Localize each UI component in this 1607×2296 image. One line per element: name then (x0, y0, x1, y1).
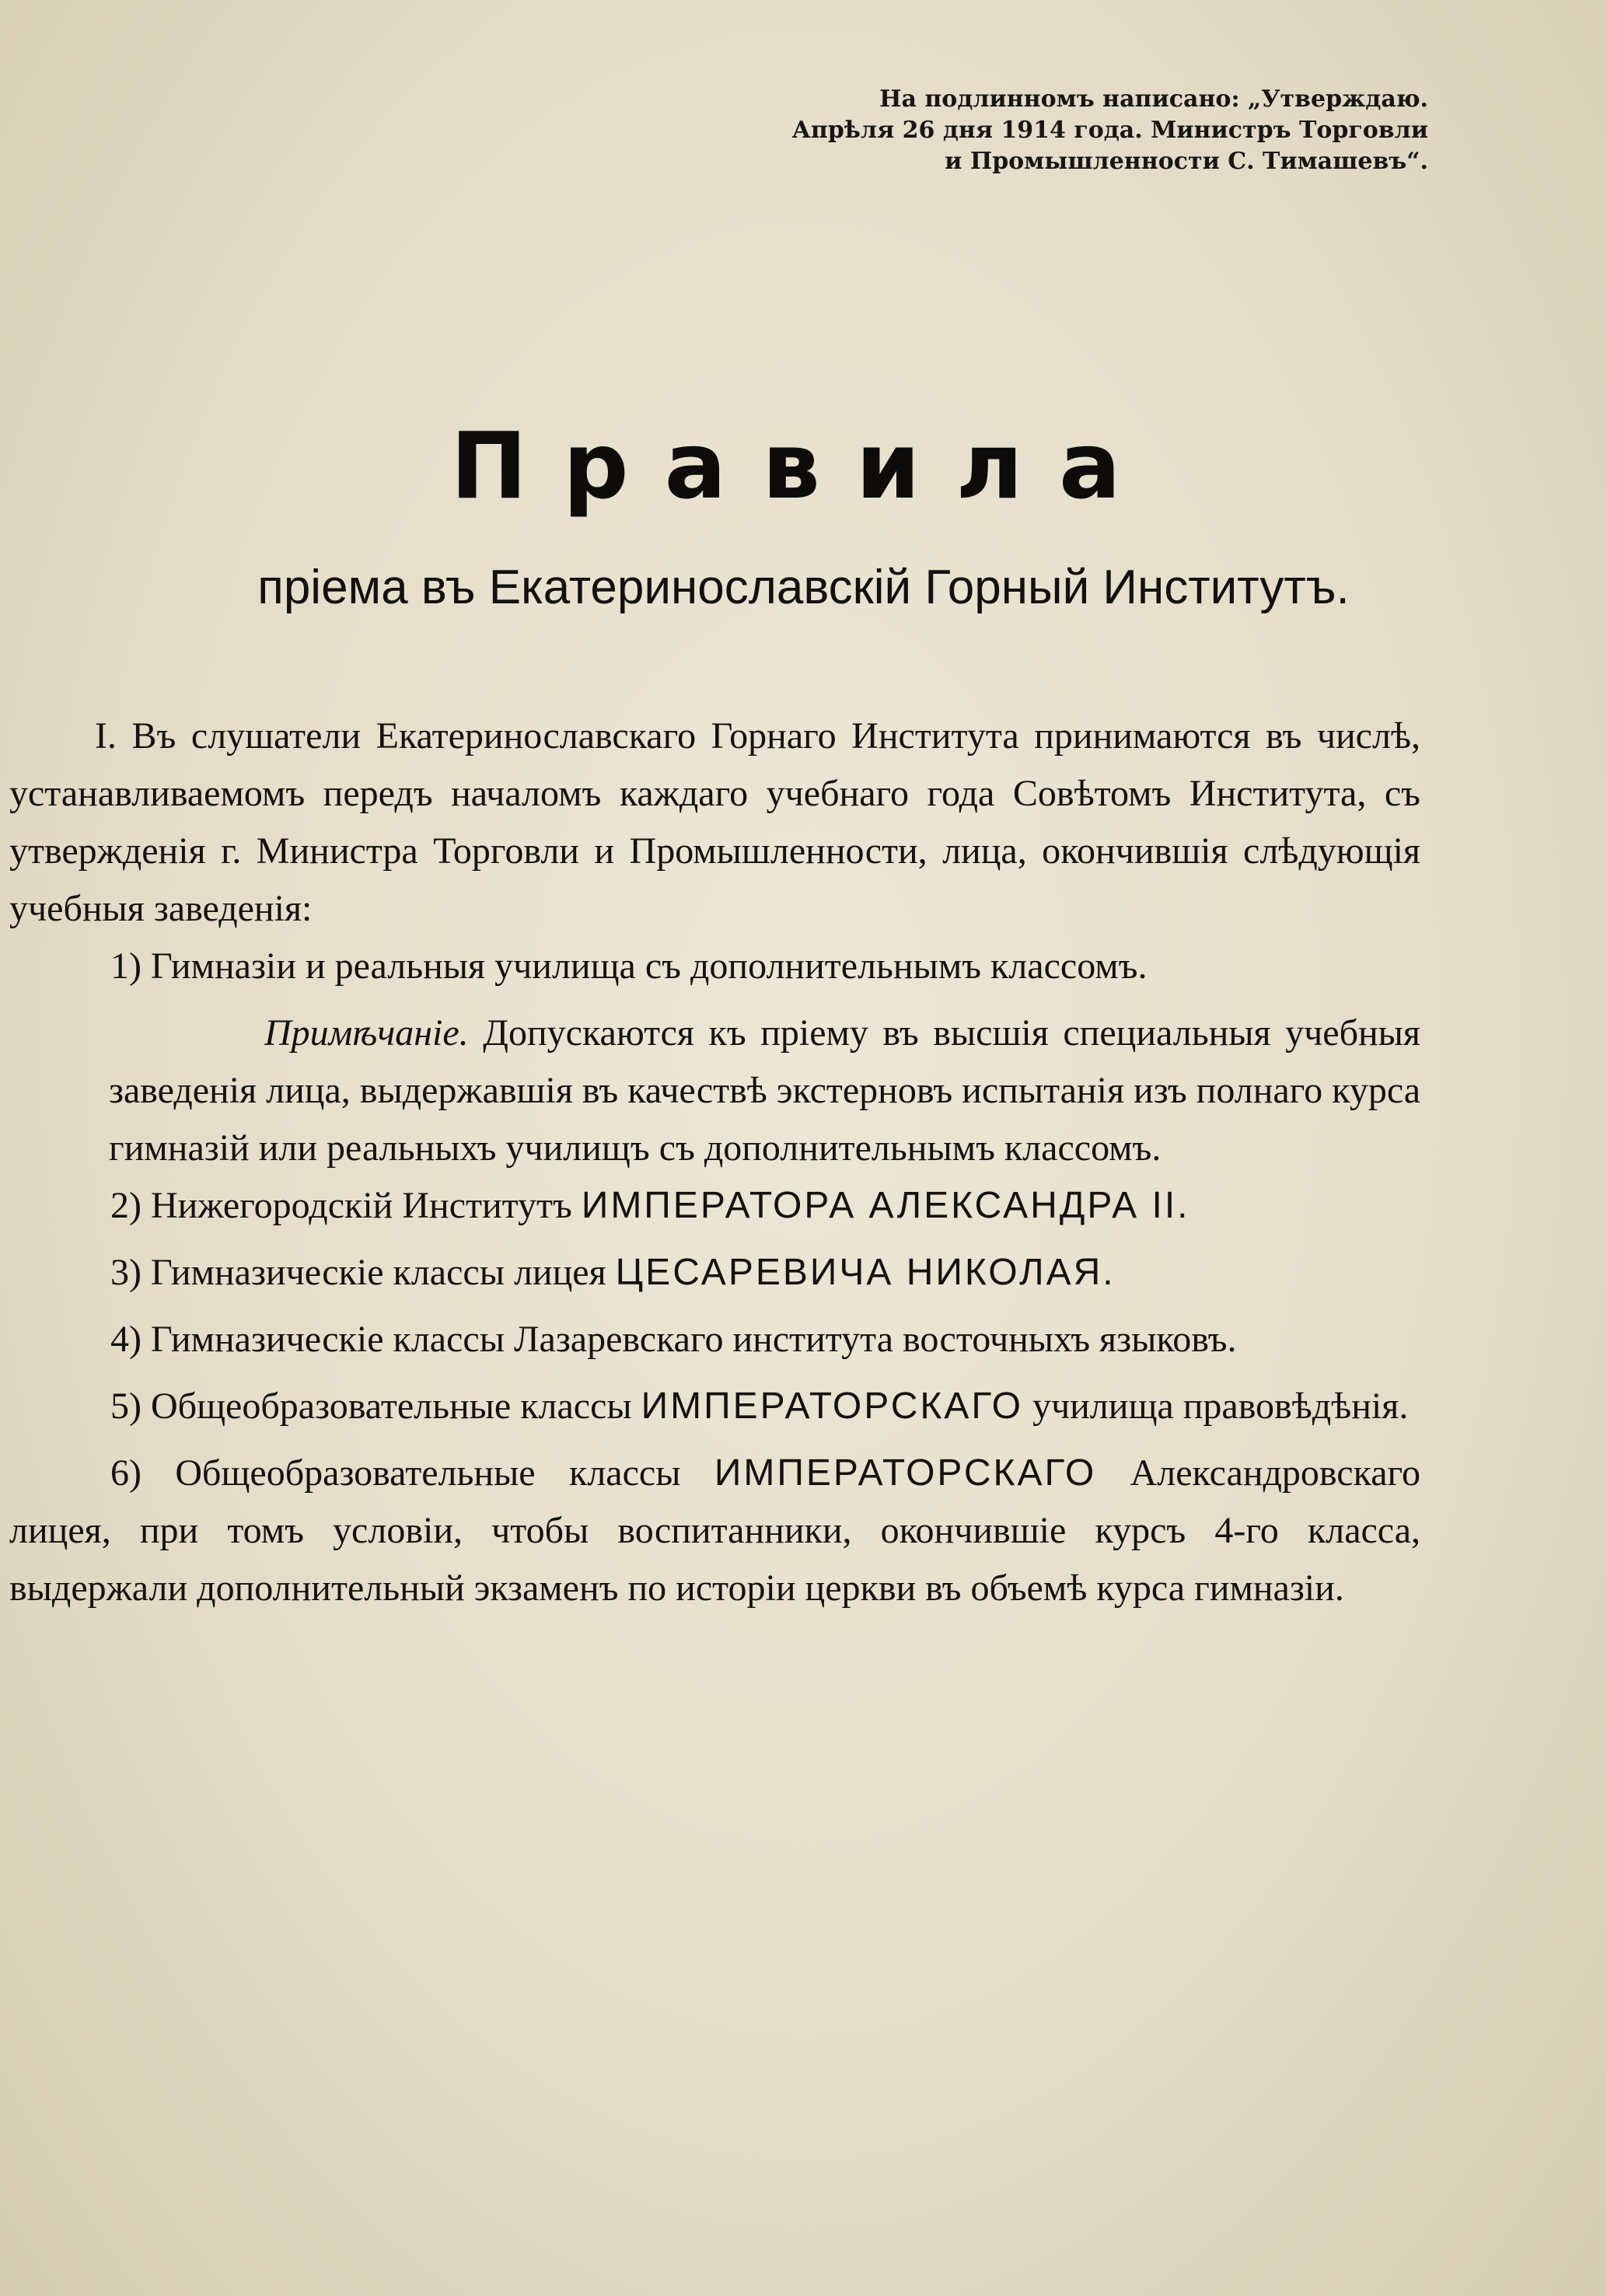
note-label: Примѣчаніе. (264, 1012, 469, 1054)
list-item-5-caps: ИМПЕРАТОРСКАГО (641, 1386, 1023, 1427)
list-item-5 (9, 1378, 1420, 1435)
list-item-2-caps: ИМПЕРАТОРА АЛЕКСАНДРА II. (581, 1185, 1190, 1226)
list-item-2 (9, 1177, 1420, 1235)
list-item-3-text: 3) Гимназическіе классы лицея (110, 1252, 616, 1293)
list-item-5-post: училища правовѣдѣнія. (1022, 1386, 1409, 1427)
list-item-1: 1) Гимназіи и реальныя училища съ дополнительнымъ классомъ. (110, 945, 1148, 987)
list-item-6-text: 6) Общеобразовательные классы (110, 1452, 714, 1494)
list-item-6-caps: ИМПЕРАТОРСКАГО (714, 1452, 1097, 1494)
list-item-5-text: 5) Общеобразовательные классы (110, 1386, 641, 1427)
list-item-4: 4) Гимназическіе классы Лазаревскаго института восточныхъ языковъ. (110, 1319, 1237, 1360)
list-item-6 (9, 1445, 1420, 1617)
approval-line-3: и Промышленности С. Тимашевъ“. (945, 148, 1428, 175)
list-item-6-post: Александровскаго лицея, при томъ условіи, чтобы воспитанники, окончившіе курсъ 4-го класса, выдержали дополнительный экзаменъ по исторіи церкви въ объемѣ курса гимназіи. (9, 1452, 1420, 1609)
document-subtitle: пріема въ Екатеринославскій Горный Институтъ. (257, 561, 1350, 614)
list-item-3 (9, 1244, 1420, 1302)
intro-paragraph: I. Въ слушатели Екатеринославскаго Горнаго Института принимаются въ числѣ, устанавливаемомъ передъ началомъ каждаго учебнаго года Совѣтомъ Института, съ утвержденія г. Министра Торговли и Промышленности, лица, окончившія слѣдующія учебныя заведенія: (9, 715, 1420, 929)
document-title: Правила (450, 412, 1157, 519)
list-item-2-text: 2) Нижегородскій Институтъ (110, 1185, 582, 1226)
note-text: Допускаются къ пріему въ высшія специальныя учебныя заведенія лица, выдержавшія въ качествѣ экстерновъ испытанія изъ полнаго курса гимназій или реальныхъ училищъ съ дополнительнымъ классомъ. (109, 1012, 1421, 1169)
approval-note (728, 84, 1428, 177)
list-item-3-caps: ЦЕСАРЕВИЧА НИКОЛАЯ. (615, 1252, 1116, 1293)
document-body (9, 708, 1420, 1617)
note-paragraph (9, 1005, 1420, 1177)
approval-line-1: На подлинномъ написано: „Утверждаю. (879, 86, 1428, 113)
approval-line-2: Апрѣля 26 дня 1914 года. Министръ Торговли (791, 117, 1428, 144)
